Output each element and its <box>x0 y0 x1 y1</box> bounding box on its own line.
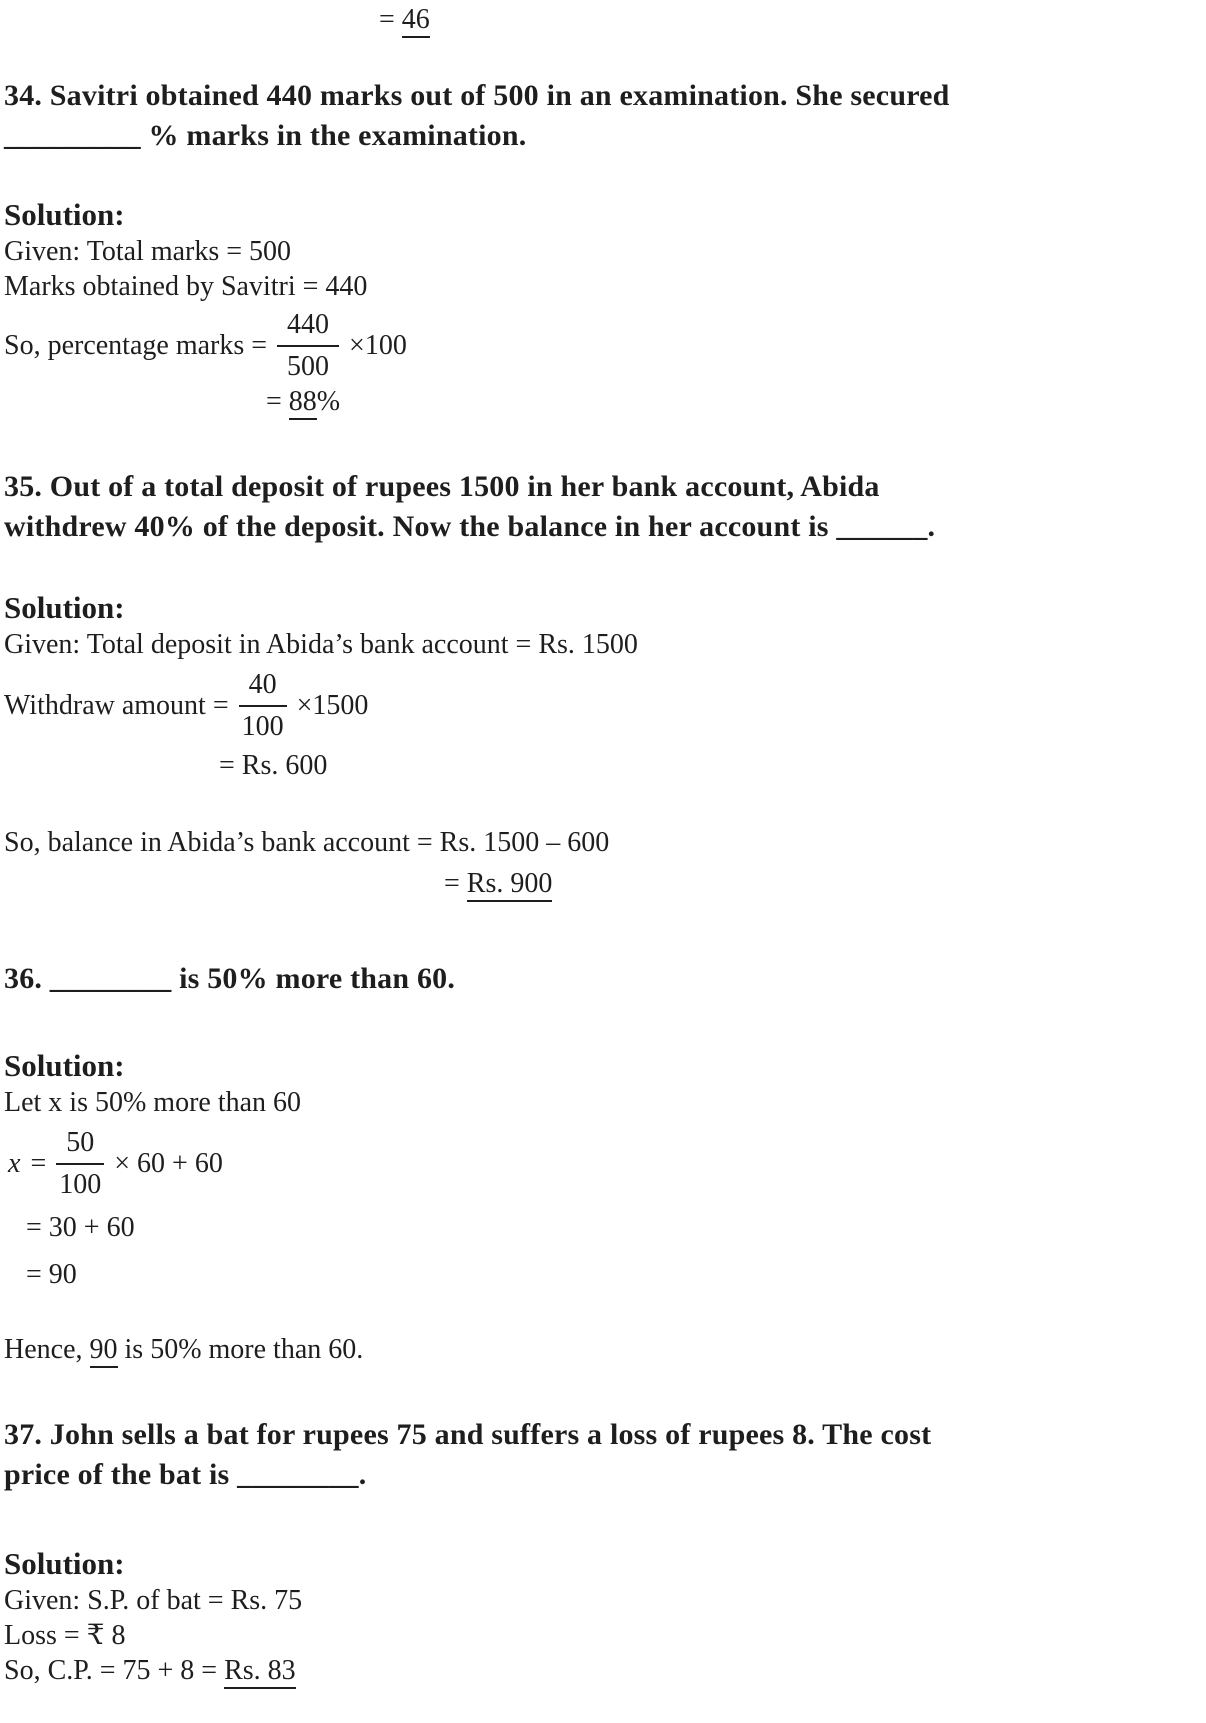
solution-34-given-total: Given: Total marks = 500 <box>4 236 292 267</box>
fraction-numerator: 50 <box>56 1126 104 1165</box>
answer-rs-83: Rs. 83 <box>224 1655 296 1689</box>
fraction-denominator: 100 <box>241 711 284 742</box>
solution-34-equation <box>4 308 1196 384</box>
solution-36-equation <box>8 1126 1196 1202</box>
fraction <box>56 1126 104 1202</box>
conclusion-prefix: Hence, <box>4 1334 90 1365</box>
solution-35-equation <box>4 668 1196 744</box>
question-35-line1: 35. Out of a total deposit of rupees 1500 in her bank account, Abida <box>4 470 880 503</box>
fraction-denominator: 500 <box>287 351 330 382</box>
equals-prefix: = <box>266 386 289 417</box>
question-37-line1: 37. John sells a bat for rupees 75 and suffers a loss of rupees 8. The cost <box>4 1418 932 1451</box>
solution-36-conclusion <box>4 1332 1196 1367</box>
solution-36-heading: Solution: <box>4 1048 125 1083</box>
solution-35-heading: Solution: <box>4 590 125 625</box>
question-34-line2: _________ % marks in the examination. <box>4 119 527 152</box>
solution-37-final-line <box>4 1653 1196 1688</box>
solution-34-heading: Solution: <box>4 197 125 232</box>
fraction-denominator: 100 <box>59 1169 102 1200</box>
fraction-numerator: 40 <box>239 668 287 707</box>
equals-prefix: = <box>379 4 402 35</box>
answer-90: 90 <box>90 1334 118 1368</box>
solution-36-step2: = 90 <box>26 1259 77 1290</box>
final-prefix: So, C.P. = 75 + 8 = <box>4 1655 225 1686</box>
percent-suffix: % <box>316 386 341 417</box>
question-37-heading <box>4 1415 1196 1495</box>
solution-35-balance-line: So, balance in Abida’s bank account = Rs. 1500 – 600 <box>4 827 610 858</box>
equation-rhs: ×1500 <box>296 690 369 721</box>
solution-37-heading: Solution: <box>4 1546 125 1581</box>
solution-35-final-result-line <box>444 866 1196 901</box>
conclusion-suffix: is 50% more than 60. <box>117 1334 364 1365</box>
question-34-heading <box>4 76 1196 156</box>
fraction <box>277 308 339 384</box>
question-37-line2: price of the bat is ________. <box>4 1458 367 1491</box>
question-34-line1: 34. Savitri obtained 440 marks out of 500 in an examination. She secured <box>4 79 950 112</box>
answer-88: 88 <box>289 386 317 420</box>
equals-prefix: = <box>444 868 467 899</box>
carryover-answer: 46 <box>402 4 430 38</box>
solution-35-given-deposit: Given: Total deposit in Abida’s bank account = Rs. 1500 <box>4 629 638 660</box>
equation-rhs: ×100 <box>349 330 407 361</box>
solution-35-withdraw-result: = Rs. 600 <box>219 750 328 781</box>
answer-rs-900: Rs. 900 <box>467 868 553 902</box>
carryover-result-line <box>379 4 1196 36</box>
equals-sign: = <box>30 1148 47 1179</box>
question-36-heading <box>4 959 1196 999</box>
solution-36-let-line: Let x is 50% more than 60 <box>4 1087 302 1118</box>
fraction-numerator: 440 <box>277 308 339 347</box>
variable-x: x <box>8 1148 21 1179</box>
fraction <box>239 668 287 744</box>
solution-37-given-sp: Given: S.P. of bat = Rs. 75 <box>4 1585 303 1616</box>
question-35-heading <box>4 467 1196 547</box>
question-35-line2: withdrew 40% of the deposit. Now the balance in her account is ______. <box>4 510 936 543</box>
equation-rhs: × 60 + 60 <box>114 1148 223 1179</box>
solution-34-result-line <box>266 384 1196 419</box>
solution-37-given-loss: Loss = ₹ 8 <box>4 1620 126 1651</box>
solution-34-given-marks: Marks obtained by Savitri = 440 <box>4 271 368 302</box>
equation-lhs: Withdraw amount = <box>4 690 229 721</box>
solution-36-step1: = 30 + 60 <box>26 1212 135 1243</box>
question-36-line1: 36. ________ is 50% more than 60. <box>4 962 456 995</box>
equation-lhs: So, percentage marks = <box>4 330 268 361</box>
